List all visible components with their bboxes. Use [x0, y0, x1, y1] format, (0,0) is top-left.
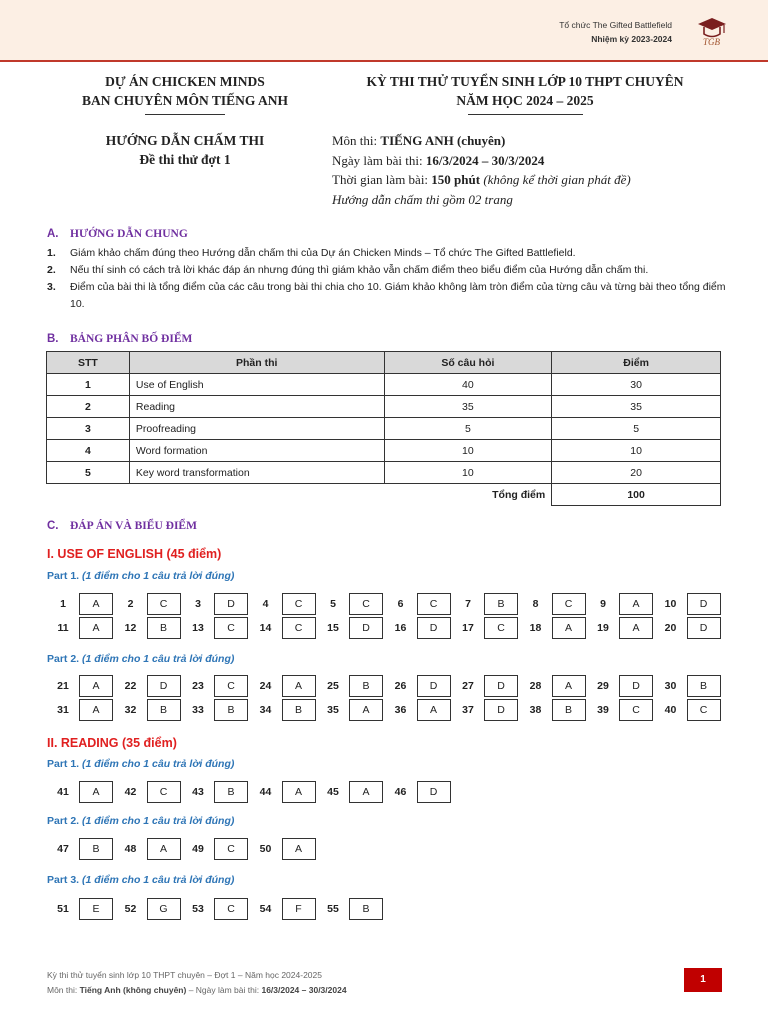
question-number: 11 [57, 622, 69, 634]
reading-part2-heading [47, 815, 234, 827]
table-cell: Reading [129, 396, 384, 418]
question-number: 42 [124, 786, 137, 798]
table-cell: 35 [384, 396, 552, 418]
svg-text:TGB: TGB [703, 37, 721, 47]
table-cell: 3 [47, 418, 130, 440]
question-number: 44 [259, 786, 272, 798]
divider [145, 114, 225, 115]
time-value: 150 phút [431, 172, 481, 187]
answer-box: A [282, 781, 316, 803]
answer-box: A [282, 838, 316, 860]
question-number: 10 [664, 598, 677, 610]
school-year: NĂM HỌC 2024 – 2025 [456, 93, 594, 108]
answer-box: D [687, 617, 721, 639]
part-label: Part 2. [47, 815, 83, 827]
question-number: 23 [192, 680, 204, 692]
question-number: 24 [259, 680, 272, 692]
question-number: 27 [462, 680, 474, 692]
footer-subject-line [47, 983, 347, 998]
answer-box: C [687, 699, 721, 721]
question-number: 8 [532, 598, 539, 610]
answer-box: B [687, 675, 721, 697]
uoe-part2-heading [47, 653, 234, 665]
table-cell: 10 [552, 440, 721, 462]
empty-cell [129, 484, 384, 506]
footer-subject-value: Tiếng Anh (không chuyên) [79, 985, 187, 995]
question-number: 48 [124, 843, 137, 855]
section-a-heading [47, 228, 188, 240]
answer-box: B [282, 699, 316, 721]
question-number: 46 [394, 786, 407, 798]
answer-box: A [147, 838, 181, 860]
table-cell: 35 [552, 396, 721, 418]
header-org-name: Tổ chức The Gifted Battlefield [559, 20, 672, 30]
answer-box: B [147, 617, 181, 639]
answer-box: D [147, 675, 181, 697]
subject-line [332, 131, 732, 151]
part-note: (1 điểm cho 1 câu trả lời đúng) [82, 758, 235, 770]
section-title: ĐÁP ÁN VÀ BIỂU ĐIỂM [70, 520, 197, 532]
answer-box: G [147, 898, 181, 920]
answer-box: C [147, 593, 181, 615]
column-header: STT [47, 352, 130, 374]
table-cell: 20 [552, 462, 721, 484]
question-number: 19 [597, 622, 609, 634]
use-of-english-title: I. USE OF ENGLISH (45 điểm) [47, 547, 222, 561]
question-number: 41 [57, 786, 69, 798]
table-cell: 1 [47, 374, 130, 396]
part-label: Part 3. [47, 874, 83, 886]
answer-box: C [282, 593, 316, 615]
table-cell: 5 [384, 418, 552, 440]
subject-value: TIẾNG ANH (chuyên) [380, 133, 506, 148]
part-note: (1 điểm cho 1 câu trả lời đúng) [82, 815, 235, 827]
part-label: Part 1. [47, 758, 83, 770]
project-title [60, 72, 310, 115]
question-number: 35 [327, 704, 339, 716]
question-number: 3 [195, 598, 201, 610]
question-number: 47 [57, 843, 69, 855]
answer-box: D [484, 699, 518, 721]
question-number: 12 [124, 622, 137, 634]
answer-box: A [619, 593, 653, 615]
rule-number: 3. [47, 281, 56, 293]
answer-box: C [214, 838, 248, 860]
answer-box: A [619, 617, 653, 639]
question-number: 25 [327, 680, 339, 692]
answer-box: E [79, 898, 113, 920]
answer-box: A [79, 781, 113, 803]
table-row [47, 462, 721, 484]
section-letter: A. [47, 228, 59, 240]
header-org-info [559, 18, 672, 46]
page-footer [47, 968, 347, 998]
table-row [47, 374, 721, 396]
page-number: 1 [684, 968, 722, 992]
table-cell: 10 [384, 440, 552, 462]
part-note: (1 điểm cho 1 câu trả lời đúng) [82, 874, 235, 886]
rule-item [47, 245, 727, 262]
guide-round: Đề thi thử đợt 1 [139, 152, 231, 167]
answer-box: D [417, 617, 451, 639]
table-cell: 5 [47, 462, 130, 484]
answer-box: B [214, 781, 248, 803]
exam-title [330, 72, 720, 115]
question-number: 15 [327, 622, 339, 634]
department-name: BAN CHUYÊN MÔN TIẾNG ANH [81, 93, 289, 108]
reading-title: II. READING (35 điểm) [47, 736, 177, 750]
section-letter: C. [47, 520, 59, 532]
answer-box: A [282, 675, 316, 697]
time-label: Thời gian làm bài: [332, 172, 432, 187]
table-cell: 10 [384, 462, 552, 484]
table-cell: 30 [552, 374, 721, 396]
answer-box: D [687, 593, 721, 615]
answer-box: D [214, 593, 248, 615]
question-number: 5 [330, 598, 336, 610]
time-note: (không kể thời gian phát đề) [480, 172, 631, 187]
column-header: Phần thi [129, 352, 384, 374]
answer-box: F [282, 898, 316, 920]
answer-box: A [552, 617, 586, 639]
table-total-row [47, 484, 721, 506]
date-line [332, 151, 732, 171]
answer-box: A [79, 593, 113, 615]
question-number: 52 [124, 903, 137, 915]
subject-label: Môn thi: [332, 133, 381, 148]
question-number: 37 [462, 704, 474, 716]
answer-box: C [552, 593, 586, 615]
footer-date-label: – Ngày làm bài thi: [186, 985, 262, 995]
question-number: 38 [529, 704, 542, 716]
answer-box: A [349, 781, 383, 803]
question-number: 43 [192, 786, 204, 798]
answer-box: B [214, 699, 248, 721]
table-row [47, 440, 721, 462]
question-number: 20 [664, 622, 677, 634]
question-number: 49 [192, 843, 204, 855]
question-number: 32 [124, 704, 137, 716]
date-label: Ngày làm bài thi: [332, 152, 426, 168]
question-number: 2 [127, 598, 134, 610]
general-rules-list [47, 245, 727, 313]
rule-item [47, 279, 727, 313]
footer-subject-label: Môn thi: [47, 985, 80, 995]
question-number: 18 [529, 622, 542, 634]
section-title: HƯỚNG DẪN CHUNG [70, 228, 188, 240]
question-number: 30 [664, 680, 677, 692]
section-b-heading [47, 333, 192, 345]
question-number: 14 [259, 622, 272, 634]
question-number: 51 [57, 903, 69, 915]
header-term: Nhiệm kỳ 2023-2024 [591, 34, 672, 44]
question-number: 21 [57, 680, 69, 692]
answer-box: B [484, 593, 518, 615]
answer-box: A [79, 617, 113, 639]
empty-cell [47, 484, 130, 506]
section-c-heading [47, 520, 197, 532]
answer-box: C [349, 593, 383, 615]
question-number: 31 [57, 704, 69, 716]
pages-note: Hướng dẫn chấm thi gồm 02 trang [332, 191, 513, 207]
header-band [0, 0, 768, 62]
rule-item [47, 262, 727, 279]
total-value: 100 [552, 484, 721, 506]
exam-info [332, 131, 732, 209]
part-note: (1 điểm cho 1 câu trả lời đúng) [82, 653, 235, 665]
question-number: 17 [462, 622, 474, 634]
rule-number: 1. [47, 247, 56, 259]
project-name: DỰ ÁN CHICKEN MINDS [105, 74, 265, 89]
part-label: Part 2. [47, 653, 83, 665]
table-cell: 5 [552, 418, 721, 440]
question-number: 39 [597, 704, 609, 716]
answer-box: B [79, 838, 113, 860]
answer-box: D [349, 617, 383, 639]
question-number: 22 [124, 680, 137, 692]
table-cell: 40 [384, 374, 552, 396]
answer-box: A [552, 675, 586, 697]
answer-box: B [147, 699, 181, 721]
reading-part1-heading [47, 758, 234, 770]
column-header: Số câu hỏi [384, 352, 552, 374]
uoe-part1-heading [47, 570, 234, 582]
table-cell: Key word transformation [129, 462, 384, 484]
total-label: Tổng điểm [492, 488, 546, 501]
question-number: 55 [327, 903, 339, 915]
answer-box: D [417, 675, 451, 697]
answer-box: C [214, 675, 248, 697]
pages-line [332, 190, 732, 210]
table-cell: 4 [47, 440, 130, 462]
table-cell: 2 [47, 396, 130, 418]
question-number: 40 [664, 704, 677, 716]
question-number: 33 [192, 704, 204, 716]
column-header: Điểm [552, 352, 721, 374]
footer-exam-line: Kỳ thi thử tuyển sinh lớp 10 THPT chuyên – Đợt 1 – Năm học 2024-2025 [47, 970, 322, 980]
question-number: 9 [600, 598, 606, 610]
answer-box: C [214, 617, 248, 639]
question-number: 36 [394, 704, 407, 716]
question-number: 28 [529, 680, 542, 692]
question-number: 1 [60, 598, 66, 610]
answer-box: C [484, 617, 518, 639]
reading-part3-heading [47, 874, 234, 886]
answer-box: A [79, 699, 113, 721]
footer-date-value: 16/3/2024 – 30/3/2024 [261, 985, 347, 995]
answer-box: B [349, 675, 383, 697]
question-number: 13 [192, 622, 204, 634]
date-value: 16/3/2024 – 30/3/2024 [425, 152, 545, 168]
answer-box: D [417, 781, 451, 803]
guide-title [60, 131, 310, 169]
section-letter: B. [47, 333, 59, 345]
rule-text: Điểm của bài thi là tổng điểm của các câu trong bài thi chia cho 10. Giám khảo không làm tròn điểm của từng câu và từng bài theo tổng điểm 10. [70, 281, 726, 310]
rule-number: 2. [47, 264, 56, 276]
question-number: 6 [397, 598, 404, 610]
answer-box: A [417, 699, 451, 721]
question-number: 16 [394, 622, 407, 634]
rule-text: Nếu thí sinh có cách trả lời khác đáp án nhưng đúng thì giám khảo vẫn chấm điểm theo biểu điểm của Hướng dẫn chấm thi. [70, 264, 649, 276]
question-number: 45 [327, 786, 339, 798]
answer-box: C [619, 699, 653, 721]
part-label: Part 1. [47, 570, 83, 582]
table-cell: Word formation [129, 440, 384, 462]
score-distribution-table [46, 351, 721, 506]
graduation-cap-icon [694, 12, 730, 48]
exam-name: KỲ THI THỬ TUYỂN SINH LỚP 10 THPT CHUYÊN [366, 74, 684, 89]
answer-box: C [214, 898, 248, 920]
section-title: BẢNG PHÂN BỐ ĐIỂM [70, 333, 193, 345]
question-number: 50 [259, 843, 272, 855]
answer-box: A [79, 675, 113, 697]
rule-text: Giám khảo chấm đúng theo Hướng dẫn chấm thi của Dự án Chicken Minds – Tổ chức The Gifted Battlefield. [70, 247, 576, 259]
question-number: 7 [465, 598, 471, 610]
answer-box: D [619, 675, 653, 697]
table-row [47, 418, 721, 440]
question-number: 26 [394, 680, 407, 692]
answer-box: D [484, 675, 518, 697]
divider [468, 114, 583, 115]
question-number: 54 [259, 903, 272, 915]
guide-heading: HƯỚNG DẪN CHẤM THI [105, 133, 265, 148]
question-number: 29 [597, 680, 609, 692]
part-note: (1 điểm cho 1 câu trả lời đúng) [82, 570, 235, 582]
table-cell: Use of English [129, 374, 384, 396]
table-row [47, 396, 721, 418]
answer-box: C [417, 593, 451, 615]
table-cell: Proofreading [129, 418, 384, 440]
question-number: 4 [262, 598, 269, 610]
question-number: 53 [192, 903, 204, 915]
table-header-row [47, 352, 721, 374]
answer-box: B [349, 898, 383, 920]
answer-box: A [349, 699, 383, 721]
answer-box: C [282, 617, 316, 639]
question-number: 34 [259, 704, 272, 716]
time-line [332, 170, 732, 190]
answer-box: C [147, 781, 181, 803]
answer-box: B [552, 699, 586, 721]
